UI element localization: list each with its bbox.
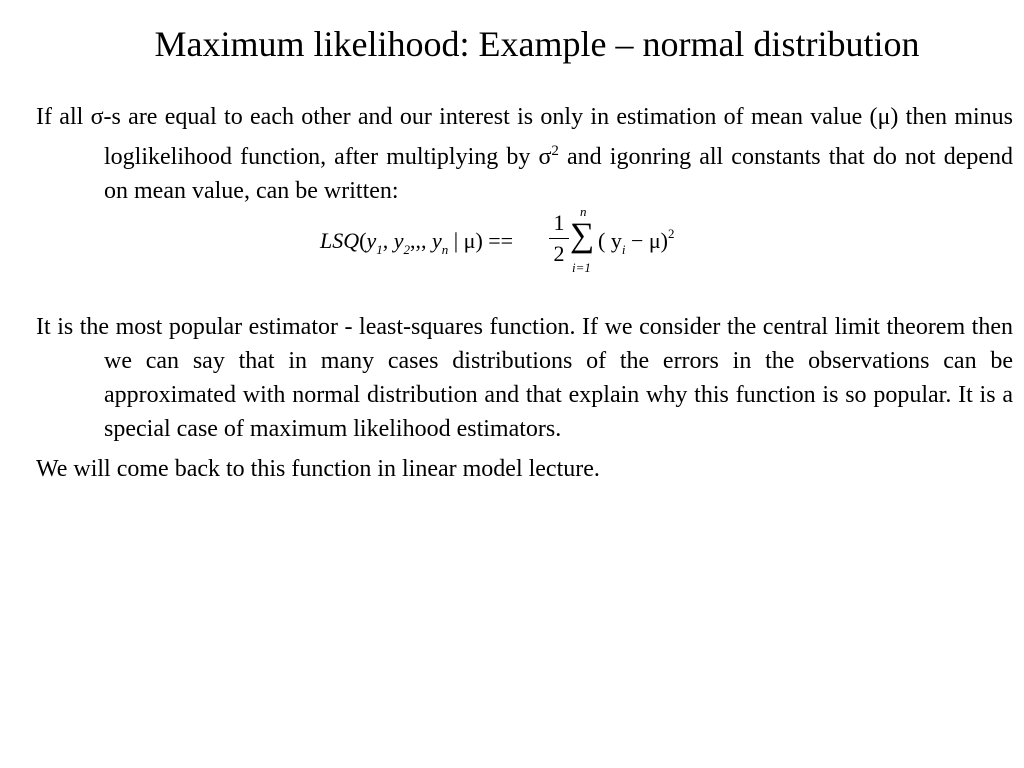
slide-body <box>36 100 1013 486</box>
summation-icon: ∑ <box>570 217 595 254</box>
formula-sub-n: n <box>441 242 449 257</box>
sum-upper-limit: n <box>580 204 587 219</box>
paragraph-1-text-b: and igonring all constants that do not depend on mean value, can be written: <box>104 144 1014 204</box>
slide-title: Maximum likelihood: Example – normal distribution <box>154 24 920 64</box>
formula-y2: y <box>393 228 404 253</box>
paragraph-2: It is the most popular estimator - least-squares function. If we consider the central limit theorem then we can say that in many cases distributions of the errors in the observations can be approximated with normal distribution and that explain why this function is so popular. It is a special case of maximum likelihood estimators. <box>36 314 1013 442</box>
formula-lhs <box>320 228 514 257</box>
paragraph-1-text-a: If all σ-s are equal to each other and our interest is only in estimation of mean value (μ) then minus loglikelihood function, after multiplying by σ <box>36 104 1013 170</box>
formula-open-paren: ( <box>359 228 367 253</box>
formula-sub-i: i <box>621 242 626 257</box>
sigma-squared-exponent: 2 <box>551 143 559 159</box>
formula-lhs-name: LSQ <box>320 228 360 253</box>
formula-yn: y <box>431 228 442 253</box>
formula-term: ( y <box>598 228 622 253</box>
formula-exponent: 2 <box>667 226 675 241</box>
formula-minus-mu: − μ) <box>625 228 668 253</box>
paragraph-1 <box>36 100 1013 208</box>
formula-fraction <box>548 208 570 269</box>
fraction-numerator: 1 <box>553 210 565 235</box>
formula-sub-1: 1 <box>376 242 383 257</box>
formula-comma: , <box>382 228 394 253</box>
lsq-formula <box>36 204 1013 294</box>
formula-dots: ,,, <box>409 228 432 253</box>
formula-rhs <box>598 226 675 257</box>
formula-given-mu: | μ) == <box>448 228 514 253</box>
formula-sub-2: 2 <box>403 242 410 257</box>
fraction-denominator: 2 <box>553 241 565 266</box>
paragraph-3: We will come back to this function in linear model lecture. <box>36 456 600 482</box>
formula-y1: y <box>366 228 377 253</box>
sum-lower-limit: i=1 <box>572 260 591 275</box>
